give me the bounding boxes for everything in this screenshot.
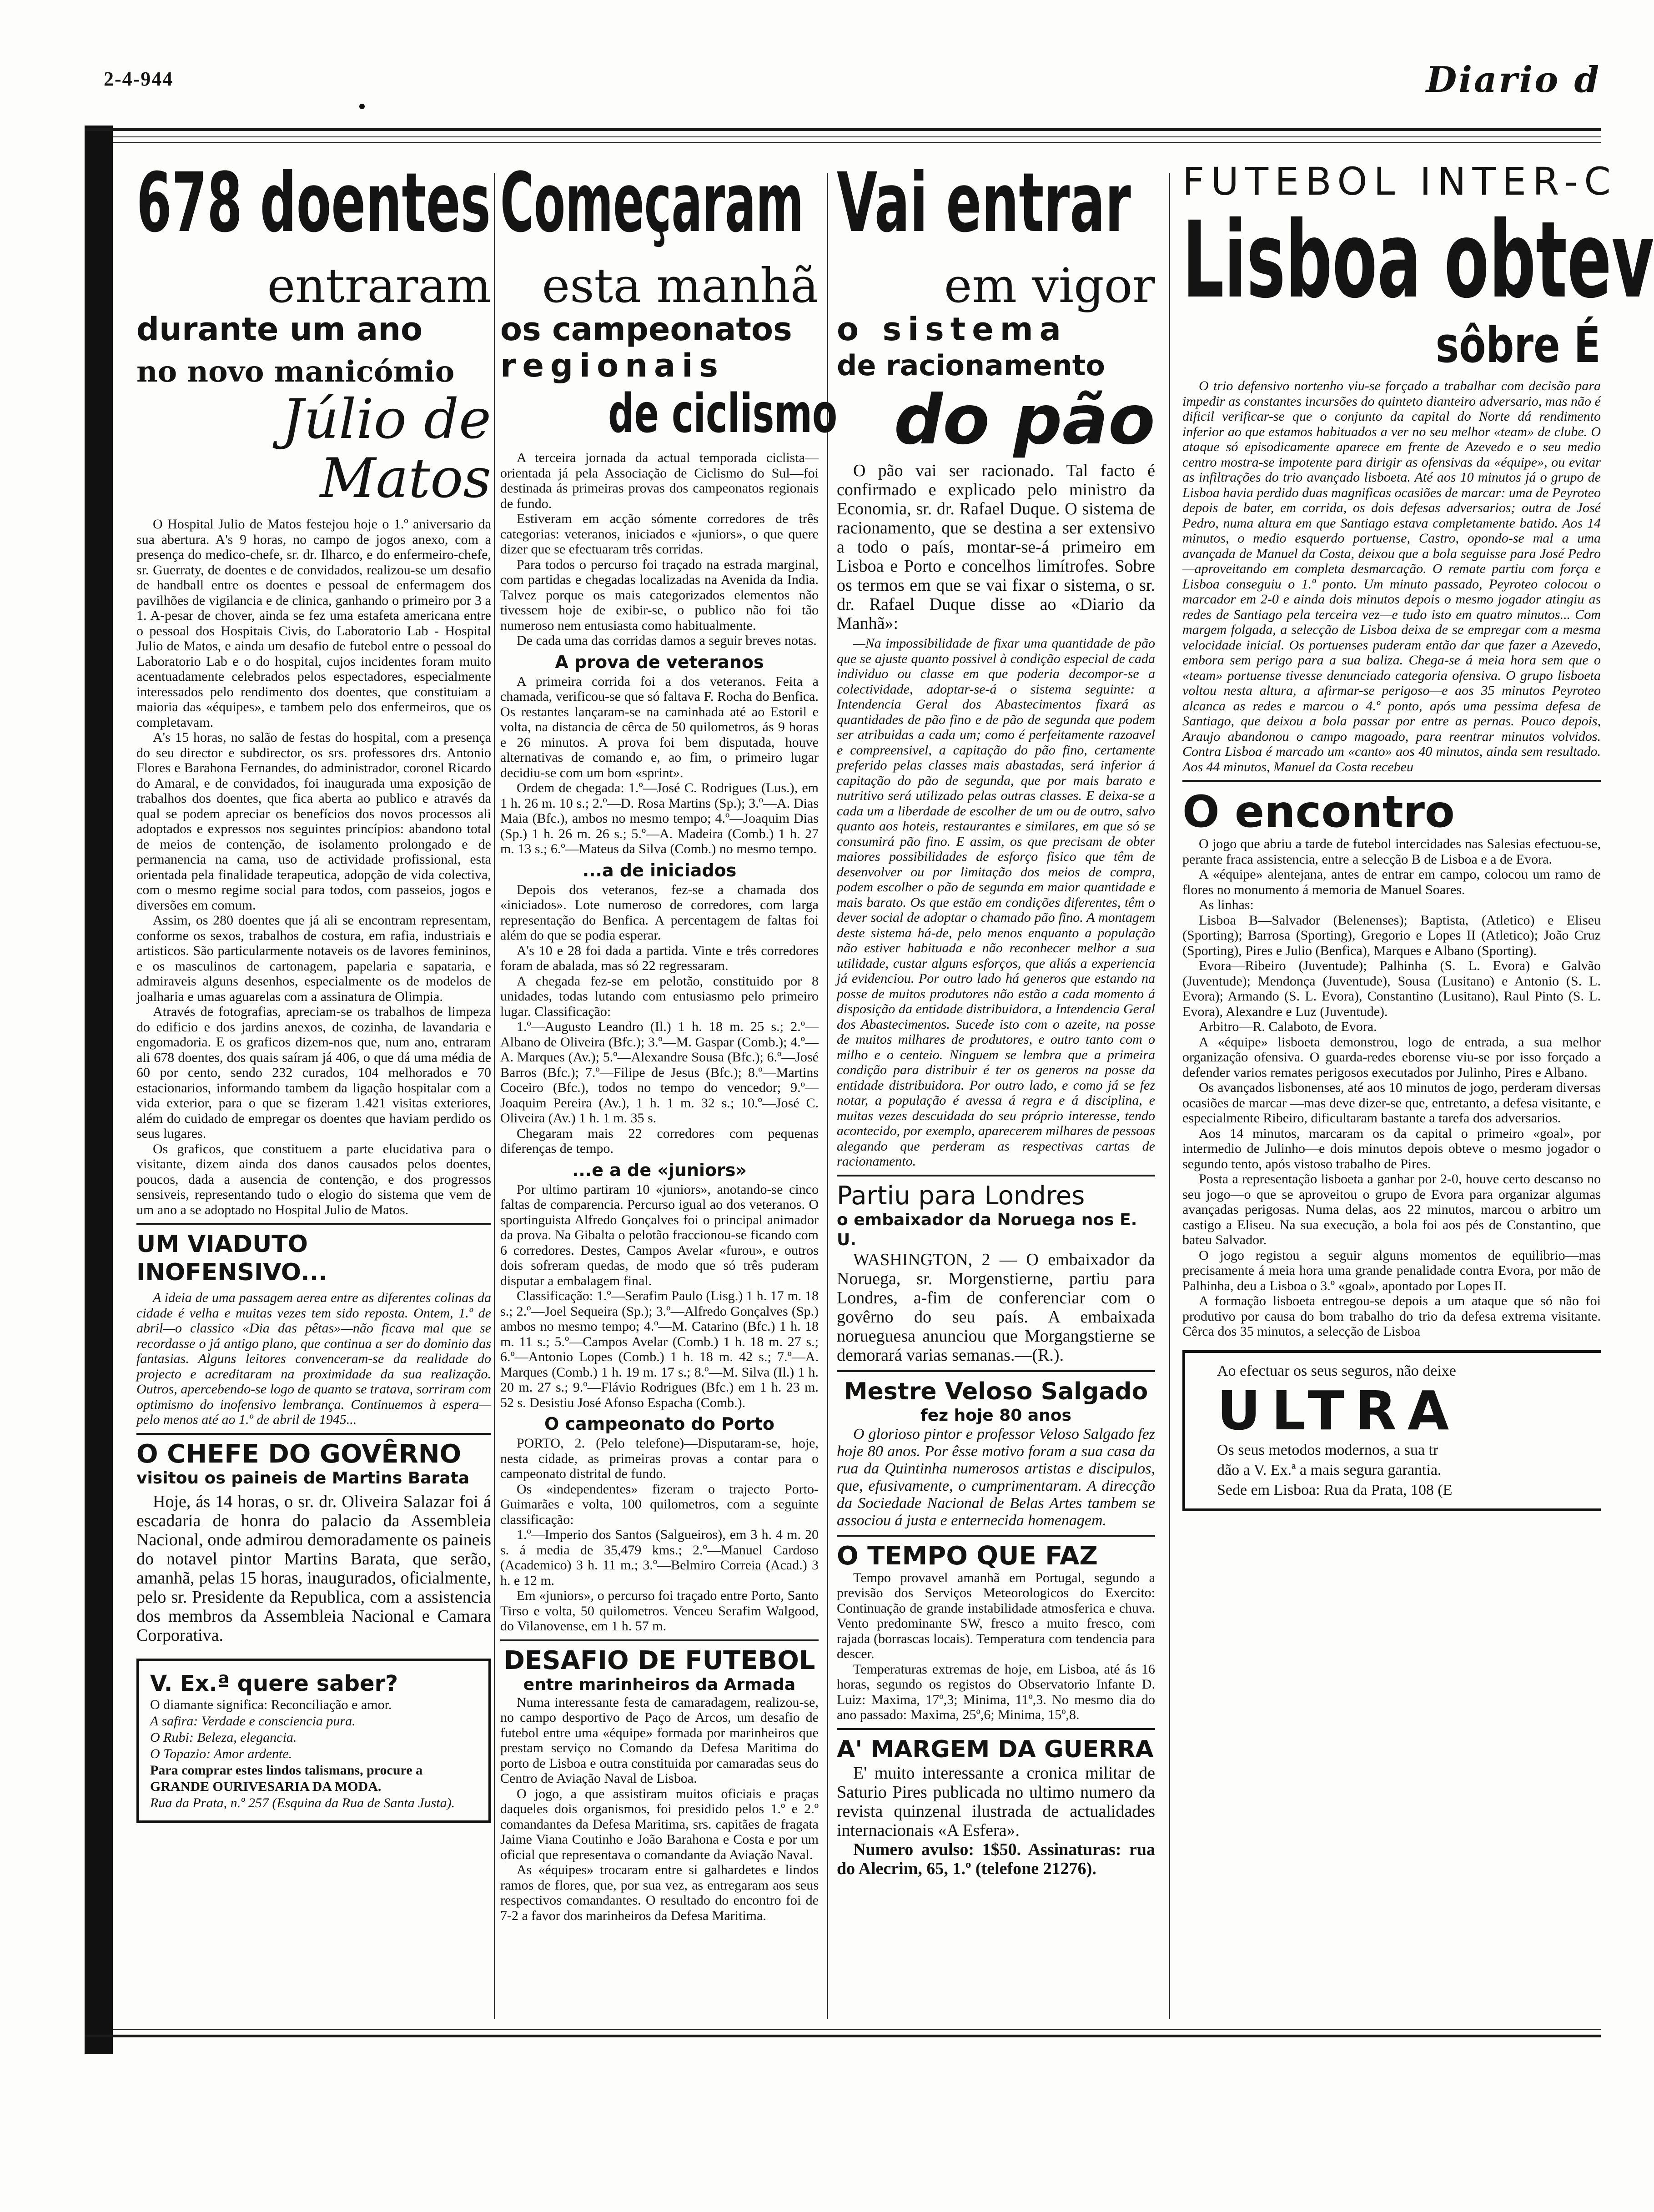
top-rule — [85, 128, 1601, 131]
divider — [837, 1175, 1155, 1176]
paragraph: Temperaturas extremas de hoje, em Lisboa, até ás 16 horas, segundo os registos do Observatorio Infante D. Luiz: Maxima, 17º,3; Minima, 11º,3. No mesmo dia do ano passado: Maxima, 25º,6; Minima, 15º,8. — [837, 1661, 1155, 1722]
left-bar-top-block — [85, 126, 113, 185]
subheadline-3: regionais — [500, 347, 724, 384]
dot-mark — [359, 104, 365, 109]
section-title: ...e a de «juniors» — [572, 1160, 747, 1180]
paragraph: Posta a representação lisboeta a ganhar por 2-0, houve certo descanso no seu jogo—o que se aproveitou o grupo de Evora para organizar algumas avançadas perigosas. Numa delas, aos 22 minutos, marcou o arbitro um castigo a Eliseu. Na sua execução, a bola foi aos pés de Constantino, que bateu Salvador. — [1182, 1171, 1601, 1247]
paragraph: Através de fotografias, apreciam-se os trabalhos de limpeza do edificio e dos jardins anexos, de cozinha, de lavandaria e engomadoria. E os graficos dizem-nos que, num ano, entraram ali 678 doentes, dos quais saíram já 406, o que dá uma média de 60 por cento, sendo 232 curados, 104 melhorados e 70 estacionarios, informando tambem da ligação hospitalar com a vida exterior, para o que se fizeram 1.421 visitas exteriores, além do cuidado de empregar os doentes que haviam perdido os seus lugares. — [136, 1004, 491, 1141]
ad-line: Para comprar estes lindos talismans, procure a GRANDE OURIVESARIA DA MODA. — [150, 1762, 423, 1794]
paragraph: Depois dos veteranos, fez-se a chamada dos «iniciados». Lote numeroso de corredores, com larga representação do Benfica. A percentagem de faltas foi além do que se podia esperar. — [500, 882, 819, 943]
subheadline-3: de racionamento — [837, 349, 1106, 382]
section-body — [500, 674, 819, 857]
veloso-title: Mestre Veloso Salgado — [844, 1377, 1148, 1405]
column-futebol-intercidades — [1182, 159, 1654, 1511]
headline: Lisboa obtev — [1182, 199, 1654, 322]
paragraph: Classificação: 1.º—Serafim Paulo (Lisg.) 1 h. 17 m. 18 s.; 2.º—Joel Sequeira (Sp.); 3.º—Alfredo Gonçalves (Sp.) ambos no mesmo tempo; 4.º—M. Catarino (Bfc.) 1 h. 18 m. 11 s.; 5.º—Campos Avelar (Comb.) 1 h. 18 m. 27 s.; 6.º—Antonio Lopes (Comb.) 1 h. 18 m. 42 s.; 7.º—A. Marques (Comb.) 1 h. 19 m. 17 s.; 8.º—M. Silva (Il.) 1 h. 20 m. 27 s.; 9.º—Flávio Rodrigues (Bfc.) em 1 h. 23 m. 52 s. Desistiu José Afonso Espacha (Comb.). — [500, 1288, 819, 1410]
londres-title: Partiu para Londres — [837, 1181, 1085, 1211]
divider — [500, 1639, 819, 1641]
headline: Vai entrar — [837, 156, 1131, 251]
paragraph: O jogo que abriu a tarde de futebol intercidades nas Salesias efectuou-se, perante fraca assistencia, entre a selecção B de Lisboa e a de Evora. — [1182, 836, 1601, 867]
headline: Começaram — [500, 156, 804, 251]
paragraph: Chegaram mais 22 corredores com pequenas diferenças de tempo. — [500, 1126, 819, 1156]
divider — [1182, 780, 1601, 782]
paragraph: 1.º—Imperio dos Santos (Salgueiros), em 3 h. 4 m. 20 s. á media de 35,479 kms.; 2.º—Manuel Cardoso (Academico) 3 h. 11 m.; 3.º—Belmiro Correia (Acad.) 3 h. e 12 m. — [500, 1527, 819, 1588]
paragraph: Para todos o percurso foi traçado na estrada marginal, com partidas e chegadas localizadas na Avenida da India. Talvez porque os mais categorizados elementos não tivessem hoje de exibir-se, o publico não foi tão numeroso nem entusiasta como habitualmente. — [500, 557, 819, 633]
divider — [837, 1535, 1155, 1537]
subheadline-2: o sistema — [837, 311, 1067, 348]
paragraph: A chegada fez-se em pelotão, constituido por 8 unidades, todas lutando com entusiasmo pelo primeiro lugar. Classificação: — [500, 973, 819, 1019]
subheadline-2: os campeonatos — [500, 311, 792, 348]
paragraph: Os avançados lisbonenses, até aos 10 minutos de jogo, perderam diversas ocasiões de marcar —mas deve dizer-se que, entretanto, a defesa visitante, e especialmente Ribeiro, dificultaram bastante a tarefa dos adversarios. — [1182, 1080, 1601, 1126]
subheadline-4: de ciclismo — [608, 382, 838, 445]
viaduto-text: A ideia de uma passagem aerea entre as diferentes colinas da cidade é velha e muitas vezes tem sido reposta. Ontem, 1.º de abril—o classico «Dia das pêtas»—não ficava mal que se recordasse o já antigo plano, que continua a ser do dominio das fantasias. Alguns leitores convenceram-se da realidade do projecto e acreditaram na proximidade da sua realização. Outros, apercebendo-se logo de quanto se tratava, sorriram com optimismo do inofensivo lembrança. Continuemos à espera—pelo menos até ao 1.º de abril de 1945... — [136, 1290, 491, 1427]
paragraph: A «équipe» alentejana, antes de entrar em campo, colocou um ramo de flores no monumento á memoria de Manuel Soares. — [1182, 867, 1601, 897]
ad-address: Rua da Prata, n.º 257 (Esquina da Rua de Santa Justa). — [150, 1795, 455, 1810]
paragraph: Assim, os 280 doentes que já ali se encontram representam, conforme os sexos, trabalhos de costura, em rafia, industriais e artisticos. São particularmente notaveis os de lavores femininos, e os masculinos de cartonagem, papelaria e sapataria, e admiraveis alguns desenhos, especialmente os de modelos de joalharia e umas aguarelas com a assinatura de Olimpia. — [136, 913, 491, 1004]
paragraph: As «équipes» trocaram entre si galhardetes e lindos ramos de flores, que, por sua vez, as entregaram aos seus respectivos comandantes. O resultado do encontro foi de 7-2 a favor dos marinheiros da Defesa Maritima. — [500, 1862, 819, 1923]
column-ciclismo — [500, 156, 838, 1923]
londres-text: WASHINGTON, 2 — O embaixador da Noruega, sr. Morgenstierne, partiu para Londres, a-fim de conferenciar com o govêrno do seu país. A embaixada norueguesa anunciou que Morgangstierne se demorará varias semanas.—(R.). — [837, 1250, 1155, 1365]
paragraph: A «équipe» lisboeta demonstrou, logo de entrada, a sua melhor organização ofensiva. O guarda-redes eborense viu-se por isso forçado a defender varios remates perigosos executados por Julinho, Pires e Albano. — [1182, 1034, 1601, 1080]
paragraph: Tempo provavel amanhã em Portugal, segundo a previsão dos Serviços Meteorologicos do Exercito: Continuação de grande instabilidade atmosferica e chuva. Vento predominante SW, fresco a muito fresco, com rajada (borrascas locais). Temperatura com tendencia para descer. — [837, 1570, 1155, 1661]
guerra-text: E' muito interessante a cronica militar de Saturio Pires publicada no ultimo numero da revista quinzenal ilustrada de actualidades internacionais «A Esfera». — [837, 1763, 1155, 1840]
futebol-body — [500, 1695, 819, 1924]
ad-brand: ULTRA — [1217, 1379, 1460, 1442]
top-rule-thin-2 — [113, 142, 1601, 143]
ad-line: O Topazio: Amor ardente. — [150, 1746, 292, 1761]
encontro-body — [1182, 836, 1601, 1339]
paragraph: Numa interessante festa de camaradagem, realizou-se, no campo desportivo de Paço de Arcos, um desafio de futebol entre uma «équipe» formada por marinheiros que prestam serviço no Comando da Defesa Maritima do porto de Lisboa e outra constituida por camaradas seus do Centro de Aviação Naval de Lisboa. — [500, 1694, 819, 1786]
article-body — [136, 517, 491, 1217]
guerra-title: A' MARGEM DA GUERRA — [837, 1735, 1154, 1763]
paragraph: O Hospital Julio de Matos festejou hoje o 1.º aniversario da sua abertura. A's 9 horas, no campo de jogos anexo, com a presença do medico-chefe, sr. dr. Ilharco, e do enfermeiro-chefe, sr. Guerraty, de doentes e de convidados, realizou-se um desafio de handball entre os doentes e pessoal de enfermagem dos pavilhões de vigilancia e de clinica, ganhando o primeiro por 3 a 1. A-pesar de chover, ainda se fez uma estafeta americana entre o pessoal dos Hospitais Civis, do Laboratorio Lab - Hospital Julio de Matos, e ainda um desafio de futebol entre o pessoal do Laboratorio Lab e o do hospital, cujos incidentes foram muito acentuadamente celebrados pelos espectadores, especialmente interessados pelo rendimento dos doentes, que constituiam a maioria das «équipes», e tambem pelo dos enfermeiros, que os completavam. — [136, 517, 491, 730]
subheadline-1: entraram — [267, 258, 491, 313]
column-manicomio — [136, 156, 491, 1823]
paragraph: O jogo registou a seguir alguns momentos de equilibrio—mas precisamente á meia hora uma grande penalidade contra Evora, por mão de Palhinha, deu a Lisboa o 3.º «goal», apontado por Lopes II. — [1182, 1247, 1601, 1293]
paragraph: Estiveram em acção sómente corredores de três categorias: veteranos, iniciados e «juniors», o que quere dizer que se efectuaram três corridas. — [500, 511, 819, 557]
left-bar-bottom-block — [85, 1995, 113, 2054]
tempo-title: O TEMPO QUE FAZ — [837, 1541, 1098, 1571]
section-title: A prova de veteranos — [555, 652, 764, 672]
top-rule-thin — [113, 136, 1601, 137]
ad-line: O diamante significa: Reconciliação e amor. — [150, 1697, 392, 1712]
article-body: O trio defensivo nortenho viu-se forçado a trabalhar com decisão para impedir as constantes incursões do quinteto dianteiro adversario, mas não é dificil verificar-se que o conjunto da capital do Norte dá rendimento inferior ao que estamos habituados a ver no seu melhor «team» de clube. O ataque só episodicamente aparece em frente de Azevedo e o seu medio centro mostra-se impotente para dirigir as ofensivas da «équipe», ou evitar as infiltrações do trio avançado lisboeta. Até aos 10 minutos já o grupo de Lisboa havia perdido duas magnificas ocasiões de marcar: uma de Peyroteo depois de bater, em corrida, os dois defesas adversarios; outra de José Pedro, numa altura em que Santiago estava completamente batido. Aos 14 minutos, o medio esquerdo portuense, Castro, opondo-se mal a uma avançada de Manuel da Costa, deixou que a bola seguisse para José Pedro—aproveitando em completa desmarcação. O remate partiu com força e Lisboa conseguiu o 1.º ponto. Um minuto passado, Peyroteo colocou o marcador em 2-0 e ainda dois minutos depois o mesmo jogador atingiu as redes de Santiago pela terceira vez—e tudo isto em quatro minutos... Com margem folgada, a selecção de Lisboa deixa de se empregar com a mesma velocidade inicial. Os portuenses puderam então dar que fazer a Azevedo, embora sem perigo para a sua baliza. Chega-se á meia hora sem que o «team» portuense tivesse denunciado categoria ofensiva. O grupo lisboeta voltou nesta altura, a afirmar-se perigoso—e aos 35 minutos Peyroteo alcanca as redes e marcou o 4.º ponto, após uma pessima defesa de Santiago, que deixou a bola passar por entre as pernas. Pouco depois, Araujo abandonou o campo magoado, para reentrar minutos volvidos. Contra Lisboa é marcado um «canto» aos 40 minutos, ainda sem resultado. Aos 44 minutos, Manuel da Costa recebeu — [1182, 378, 1601, 774]
ultra-insurance-ad — [1182, 1350, 1601, 1511]
paragraph: Os «independentes» fizeram o trajecto Porto-Guimarães e volta, 100 quilometros, com a seguinte classificação: — [500, 1481, 819, 1527]
paragraph: 1.º—Augusto Leandro (Il.) 1 h. 18 m. 25 s.; 2.º—Albano de Oliveira (Bfc.); 3.º—M. Gaspar (Comb.); 4.º—A. Marques (Av.); 5.º—Alexandre Sousa (Bfc.); 6.º—José Barros (Bfc.); 7.º—Filipe de Jesus (Bfc.); 8.º—Martins Coceiro (Bfc.), todos no tempo do vencedor; 9.º—Joaquim Pereira (Av.), 1 h. 1 m. 32 s.; 10.º—José C. Oliveira (Av.) 1 h. 1 m. 35 s. — [500, 1019, 819, 1126]
paragraph: Por ultimo partiram 10 «juniors», anotando-se cinco faltas de comparencia. Percurso igual ao dos veteranos. O sportinguista Alfredo Gonçalves foi o principal animador da prova. Na Gibalta o pelotão fraccionou-se ficando com 6 corredores. Destes, Campos Avelar «furou», e outros dois sofreram quedas, de modo que só três puderam disputar a embalagem final. — [500, 1181, 819, 1288]
ad-line: Ao efectuar os seus seguros, não deixe — [1217, 1362, 1456, 1379]
section-body — [500, 1436, 819, 1634]
paragraph: Em «juniors», o percurso foi traçado entre Porto, Santo Tirso e volta, 50 quilometros. Venceu Serafim Walgood, do Vilanovense, em 1 h. 57 m. — [500, 1588, 819, 1634]
column-rule-1 — [494, 173, 495, 2019]
ad-line: dão a V. Ex.ª a mais segura garantia. — [1217, 1461, 1442, 1478]
paragraph: A terceira jornada da actual temporada ciclista—orientada já pela Associação de Ciclismo do Sul—foi destinada ás primeiras provas dos campeonatos regionais de fundo. — [500, 450, 819, 511]
section-title: ...a de iniciados — [582, 860, 737, 880]
article-lead: O pão vai ser racionado. Tal facto é confirmado e explicado pelo ministro da Economia, sr. dr. Rafael Duque. O sistema de racionamento, que se destina a ser extensivo a todo o país, montar-se-á primeiro em Lisboa e Porto e concelhos limítrofes. Sobre os termos em que se vai fixar o sistema, o sr. dr. Rafael Duque disse ao «Diario da Manhã»: — [837, 461, 1155, 633]
subheadline-4: Júlio de Matos — [282, 388, 491, 510]
paragraph: Evora—Ribeiro (Juventude); Palhinha (S. L. Evora) e Galvão (Juventude); Mendonça (Juventude), Sousa (Lusitano) e Antonio (S. L. Evora); Armando (S. L. Evora), Constantino (Lusitano), Raul Pinto (S. L. Evora), Alexandre e Luz (Juventude). — [1182, 958, 1601, 1019]
divider — [837, 1370, 1155, 1372]
column-racionamento — [837, 156, 1155, 1878]
newspaper-name: Diario d — [1426, 59, 1601, 101]
article-body — [500, 450, 819, 649]
section-body — [500, 882, 819, 1156]
paragraph: Arbitro—R. Calaboto, de Evora. — [1199, 1019, 1377, 1034]
paragraph: A's 10 e 28 foi dada a partida. Vinte e três corredores foram de abalada, mas só 22 regressaram. — [500, 943, 819, 973]
paragraph: A's 15 horas, no salão de festas do hospital, com a presença do seu director e subdirector, os srs. professores drs. Antonio Flores e Barahona Fernandes, do administrador, coronel Ricardo do Amaral, e de convidados, foi inaugurada uma exposição de trabalhos dos doentes, que fica aberta ao publico e através da qual se podem apreciar os benefícios dos novos processos ali adoptados e expressos nos seguintes princípios: abandono total de meios de contenção, de isolamento prolongado e de permanencia na cama, uso de actividade profissional, esta orientada pela finalidade terapeutica, adopção de vida colectiva, com o mesmo regime social para todos, com passeios, jogos e diversões em comum. — [136, 730, 491, 913]
veloso-subtitle: fez hoje 80 anos — [920, 1406, 1071, 1425]
section-kicker: FUTEBOL INTER-C — [1182, 159, 1617, 204]
viaduto-title: UM VIADUTO INOFENSIVO... — [136, 1231, 328, 1286]
futebol-subtitle: entre marinheiros da Armada — [523, 1675, 796, 1694]
section-title: O campeonato do Porto — [544, 1414, 775, 1434]
ad-line: O Rubi: Beleza, elegancia. — [150, 1729, 297, 1745]
ad-title: V. Ex.ª quere saber? — [150, 1670, 398, 1696]
subheadline-2: durante um ano — [136, 311, 423, 348]
paragraph: PORTO, 2. (Pelo telefone)—Disputaram-se, hoje, nesta cidade, as primeiras provas a contar para o campeonato distrital de fundo. — [500, 1436, 819, 1481]
subheadline: sôbre É — [1436, 317, 1601, 374]
ad-line: Os seus metodos modernos, a sua tr — [1217, 1441, 1438, 1458]
subheadline-4: do pão — [894, 381, 1155, 460]
bottom-rule — [85, 2035, 1601, 2037]
futebol-title: DESAFIO DE FUTEBOL — [503, 1645, 815, 1675]
tempo-body — [837, 1570, 1155, 1723]
guerra-subscription: Numero avulso: 1$50. Assinaturas: rua do Alecrim, 65, 1.º (telefone 21276). — [837, 1840, 1155, 1878]
divider — [837, 1728, 1155, 1730]
subheadline-1: esta manhã — [542, 258, 819, 313]
divider — [136, 1223, 491, 1225]
londres-subtitle: o embaixador da Noruega nos E. U. — [837, 1210, 1137, 1249]
paragraph: Os graficos, que constituem a parte elucidativa para o visitante, dizem ainda dos danos causados pelos doentes, poucos, dada a ausencia de contenção, e dos progressos sensiveis, representando tudo o elogio do sistema que vem de um ano a se adoptado no Hospital Julio de Matos. — [136, 1141, 491, 1217]
column-rule-2 — [827, 173, 828, 2019]
ourivesaria-ad — [136, 1659, 491, 1823]
paragraph: As linhas: — [1199, 897, 1254, 912]
bottom-rule-thin — [113, 2029, 1601, 2030]
subheadline-3: no novo manicómio — [136, 355, 455, 389]
paragraph: Ordem de chegada: 1.º—José C. Rodrigues (Lus.), em 1 h. 26 m. 10 s.; 2.º—D. Rosa Martins (Sp.); 3.º—A. Dias Maia (Bfc.), ambos no mesmo tempo; 4.º—Joaquim Dias (Sp.) 1 h. 26 m. 26 s.; 5.º—A. Madeira (Comb.) 1 h. 27 m. 13 s.; 6.º—Mateus da Silva (Comb.) no mesmo tempo. — [500, 780, 819, 856]
subheadline-1: em vigor — [944, 258, 1155, 313]
paragraph: A formação lisboeta entregou-se depois a um ataque que só não foi produtivo por causa do bom trabalho do trio da defesa extrema visitante. Cêrca dos 35 minutos, a selecção de Lisboa — [1182, 1293, 1601, 1339]
paragraph: De cada uma das corridas damos a seguir breves notas. — [517, 633, 817, 648]
issue-date: 2-4-944 — [104, 68, 174, 90]
encontro-title: O encontro — [1182, 786, 1455, 837]
headline: 678 doentes — [136, 156, 491, 251]
paragraph: O jogo, a que assistiram muitos oficiais e praças daqueles dois organismos, foi presidido pelos 1.º e 2.º comandantes da Defesa Maritima, srs. capitães de fragata Jaime Viana Coutinho e João Barahona e Costa e por um oficial que representava o comandante da Aviação Naval. — [500, 1786, 819, 1862]
paragraph: Lisboa B—Salvador (Belenenses); Baptista, (Atletico) e Eliseu (Sporting); Barrosa (Sporting), Gregorio e Lopes II (Atletico); João Cruz (Sporting), Pires e Julio (Benfica), Marques e Albano (Sporting). — [1182, 912, 1601, 958]
ad-address: Sede em Lisboa: Rua da Prata, 108 (E — [1217, 1481, 1453, 1498]
section-body — [500, 1182, 819, 1411]
chefe-text: Hoje, ás 14 horas, o sr. dr. Oliveira Salazar foi á escadaria de honra do palacio da Assembleia Nacional, onde admirou demoradamente os paineis do notavel pintor Martins Barata, que serão, amanhã, pelas 15 horas, inaugurados, oficialmente, pelo sr. Presidente da Republica, com a assistencia dos membros da Assembleia Nacional e Camara Corporativa. — [136, 1492, 491, 1645]
paragraph: A primeira corrida foi a dos veteranos. Feita a chamada, verificou-se que só faltava F. Rocha do Benfica. Os restantes lançaram-se na caminhada até ao Estoril e volta, na distancia de cêrca de 50 quilometros, ás 9 horas e 26 minutos. A prova foi bem disputada, houve alternativas de comando e, ao fim, o primeiro lugar decidiu-se com um bom «sprint». — [500, 674, 819, 780]
veloso-text: O glorioso pintor e professor Veloso Salgado fez hoje 80 anos. Por êsse motivo foram a sua casa da rua da Quintinha numerosos artistas e discipulos, que, efusivamente, o cumprimentaram. A direcção da Sociedade Nacional de Belas Artes tambem se associou á justa e enternecida homenagem. — [837, 1425, 1155, 1529]
ad-line: A safira: Verdade e consciencia pura. — [150, 1713, 356, 1729]
divider — [136, 1433, 491, 1435]
column-rule-3 — [1169, 173, 1170, 2019]
article-body: —Na impossibilidade de fixar uma quantidade de pão que se ajuste quanto possivel à condição especial de cada individuo ou classe em que poderia decompor-se a colectividade, adoptar-se-á o sistema seguinte: a Intendencia Geral dos Abastecimentos fixará as quantidades de pão fino e de pão de segunda que podem ser atribuidas a cada um; como é perfeitamente razoavel e compreensivel, a capitação do pão fino, certamente preferido pelas classes mais abastadas, será inferior á capitação do pão de segunda, que por mais barato e nutritivo será utilizado pelas outras classes. E deixa-se a cada um a liberdade de escolher de um ou de outro, salvo quanto aos hoteis, restaurantes e similares, em que só se consumirá pão fino. E assim, os que precisam de obter maiores possibilidades de esforço fisico que têm de desenvolver ou por limitação dos meios de compra, podem escolher o pão de segunda em maior quantidade e mais barato. Os que estão em condições diferentes, têm o dever social de adoptar o chamado pão fino. A montagem deste sistema há-de, pelo menos enquanto a população não estiver habituada e não reconhecer melhor a sua utilidade, custar alguns esforços, que aliás a experiencia já evidenciou. Por outro lado há generos que estando na posse de muitos produtores não estão a cada momento á disposição da entidade distribuidora, a Intendencia Geral dos Abastecimentos. Sucede isto com o azeite, na posse de muitos milhares de produtores, e outro tanto com o milho e o centeio. Ninguem se lembra que a primeira condição para distribuir é ter os generos na posse da entidade distribuidora. Por outro lado, e como já se fez notar, a população é avessa á regra e á disciplina, e muitas vezes descuidada do seu próprio interesse, tendo acontecido, por exemplo, aparecerem milhares de pessoas alegando que perderam as respectivas cartas de racionamento. — [837, 636, 1155, 1169]
chefe-subtitle: visitou os paineis de Martins Barata — [136, 1468, 470, 1488]
paragraph: Aos 14 minutos, marcaram os da capital o primeiro «goal», por intermedio de Julinho—e dois minutos depois obteve o mesmo jogador o segundo tento, após vistoso trabalho de Pires. — [1182, 1126, 1601, 1171]
chefe-title: O CHEFE DO GOVÊRNO — [136, 1439, 462, 1469]
left-margin-bar — [85, 126, 113, 2054]
